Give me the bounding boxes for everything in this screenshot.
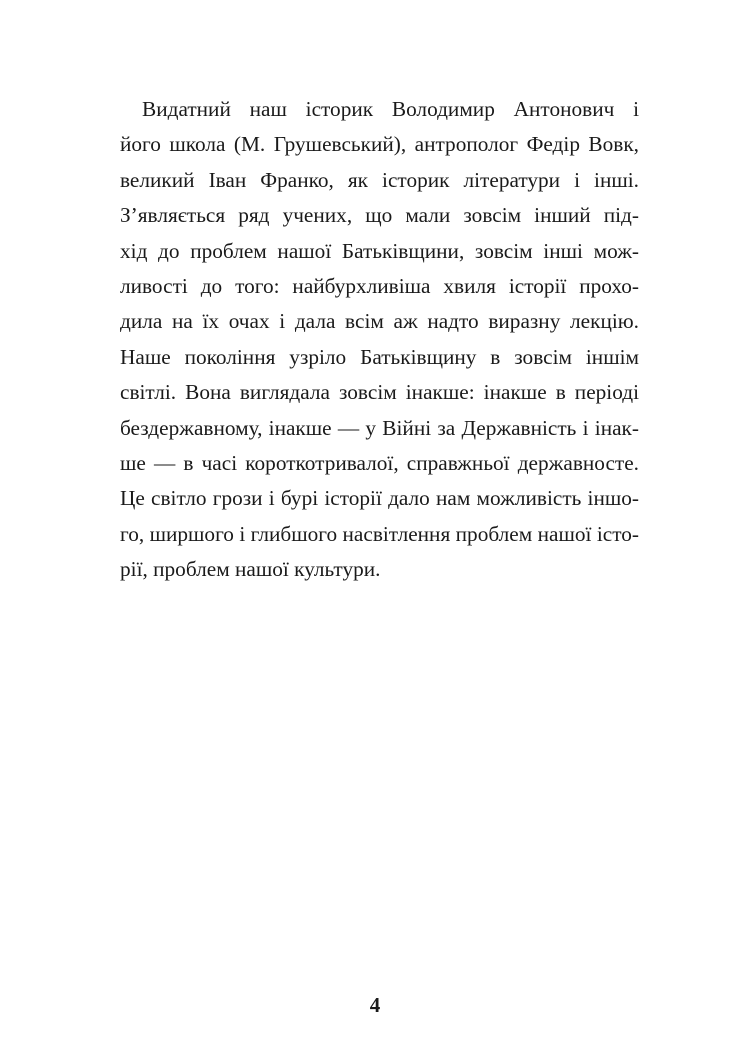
paragraph-line: го, ширшого і глибшого насвітлення проблем нашої істо- (120, 521, 639, 546)
paragraph-line: ше — в часі короткотривалої, справжньої державносте. (120, 450, 639, 475)
paragraph-line: світлі. Вона виглядала зовсім інакше: інакше в періоді (120, 380, 639, 405)
paragraph-line: Видатний наш історик Володимир Антонович і (142, 97, 639, 121)
paragraph-line: рії, проблем нашої культури. (120, 557, 381, 582)
paragraph-line: Це світло грози і бурі історії дало нам можливість іншо- (120, 486, 639, 511)
paragraph-line: великий Іван Франко, як історик літератури і інші. (120, 167, 639, 192)
paragraph-line: Наше покоління узріло Батьківщину в зовсім іншім (120, 344, 639, 369)
body-paragraph (120, 92, 639, 587)
paragraph-line: дила на їх очах і дала всім аж надто виразну лекцію. (120, 309, 639, 334)
paragraph-line: З’являється ряд учених, що мали зовсім інший під- (120, 203, 639, 228)
paragraph-line: бездержавному, інакше — у Війні за Державність і інак- (120, 415, 639, 440)
paragraph-line: його школа (М. Грушевський), антрополог Федір Вовк, (120, 132, 639, 157)
paragraph-line: ливості до того: найбурхливіша хвиля історії прохо- (120, 273, 639, 298)
paragraph-line: хід до проблем нашої Батьківщини, зовсім інші мож- (120, 238, 639, 263)
page-number: 4 (369, 993, 381, 1017)
